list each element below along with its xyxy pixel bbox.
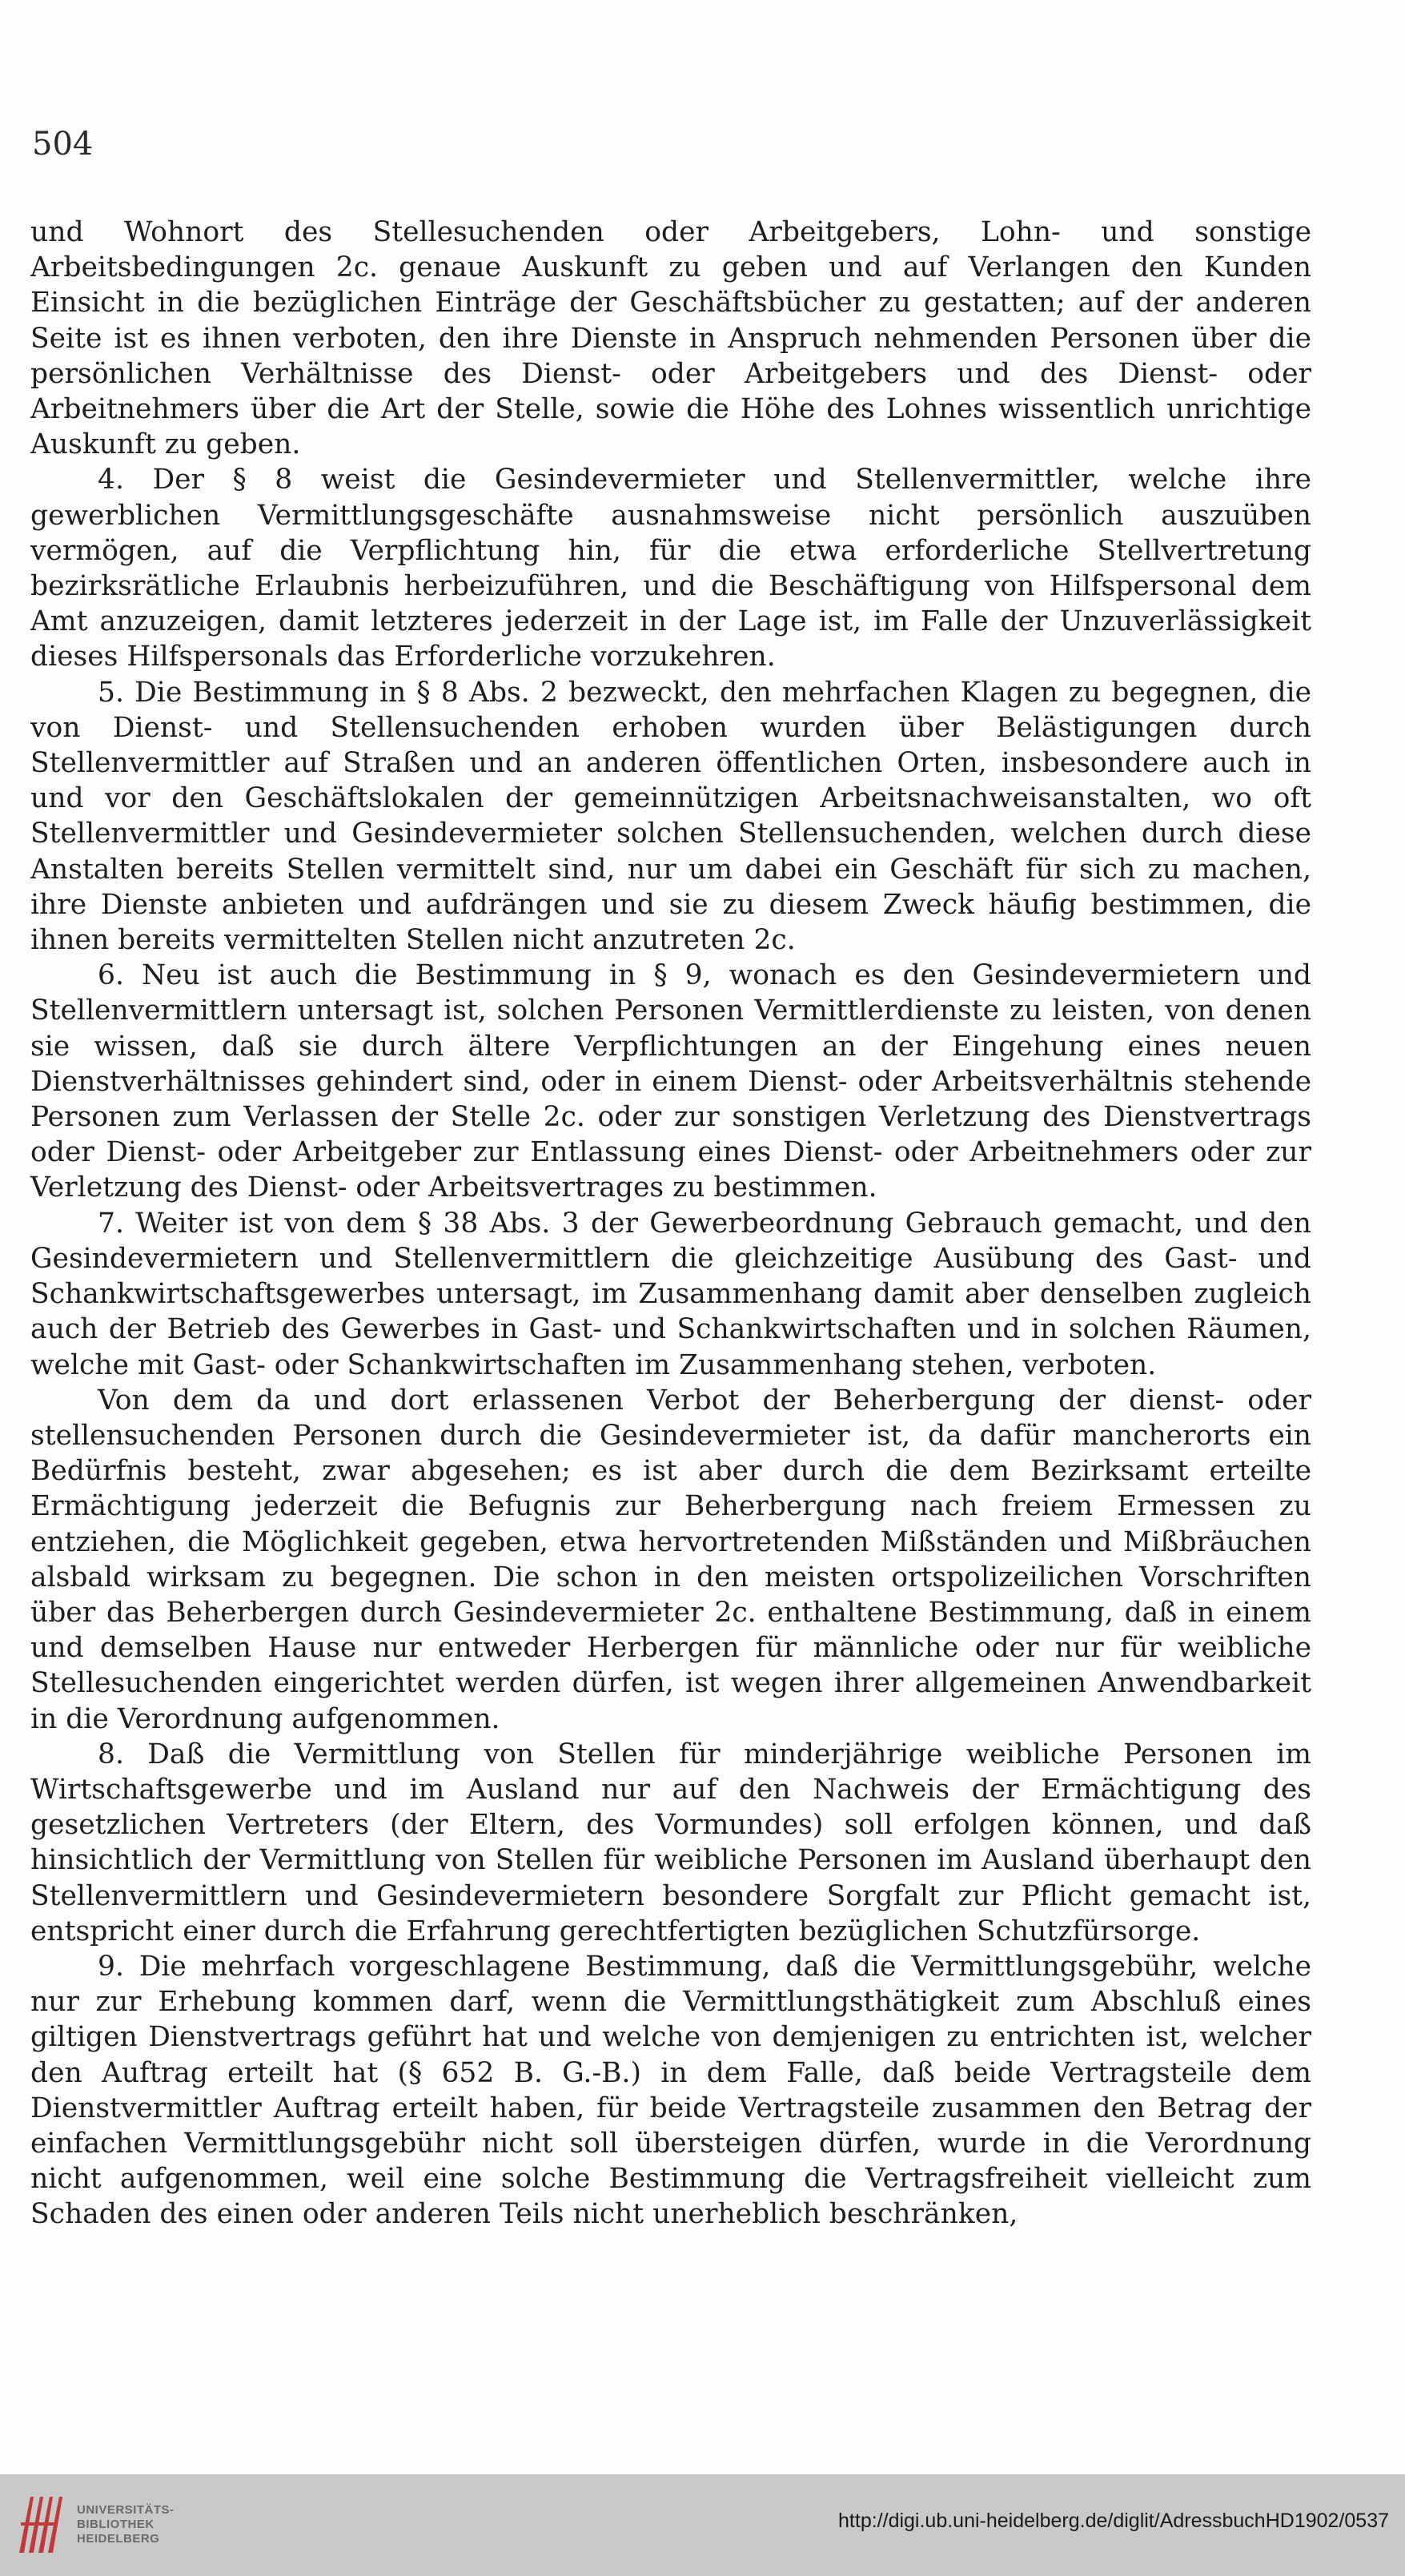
source-url-link[interactable]: http://digi.ub.uni-heidelberg.de/diglit/AdressbuchHD1902/0537 <box>838 2510 1389 2532</box>
library-name-line-1: UNIVERSITÄTS- <box>77 2503 175 2517</box>
paragraph-8: 8. Daß die Vermittlung von Stellen für minderjährige weibliche Personen im Wirtschaftsgewerbe und im Ausland nur auf den Nachweis der Ermächtigung des gesetzlichen Vertreters (der Eltern, des Vormundes) soll erfolgen können, und daß hinsichtlich der Vermittlung von Stellen für weibliche Personen im Ausland überhaupt den Stellenvermittlern und Gesindevermietern besondere Sorgfalt zur Pflicht gemacht ist, entspricht einer durch die Erfahrung gerechtfertigten bezüglichen Schutzfürsorge. <box>30 1738 1311 1947</box>
paragraph-7-continued: Von dem da und dort erlassenen Verbot der Beherbergung der dienst- oder stellensuchenden Personen durch die Gesindevermieter ist, da dafür mancherorts ein Bedürfnis besteht, zwar abgesehen; es ist aber durch die dem Bezirksamt erteilte Ermächtigung jederzeit die Befugnis zur Beherbergung nach freiem Ermessen zu entziehen, die Möglichkeit gegeben, etwa hervortretenden Mißständen und Mißbräuchen alsbald wirksam zu begegnen. Die schon in den meisten ortspolizeilichen Vorschriften über das Beherbergen durch Gesindevermieter 2c. enthaltene Bestimmung, daß in einem und demselben Hause nur entweder Herbergen für männliche oder nur für weibliche Stellesuchenden eingerichtet werden dürfen, ist wegen ihrer allgemeinen Anwendbarkeit in die Verordnung aufgenommen. <box>30 1384 1311 1735</box>
paragraph-6: 6. Neu ist auch die Bestimmung in § 9, wonach es den Gesindevermietern und Stellenvermittlern untersagt ist, solchen Personen Vermittlerdienste zu leisten, von denen sie wissen, daß sie durch ältere Verpflichtungen an der Eingehung eines neuen Dienstverhältnisses gehindert sind, oder in einem Dienst- oder Arbeitsverhältnis stehende Personen zum Verlassen der Stelle 2c. oder zur sonstigen Verletzung des Dienstvertrags oder Dienst- oder Arbeitgeber zur Entlassung eines Dienst- oder Arbeitnehmers oder zur Verletzung des Dienst- oder Arbeitsvertrages zu bestimmen. <box>30 959 1311 1204</box>
university-library-logo-icon <box>14 2490 64 2559</box>
paragraph-9: 9. Die mehrfach vorgeschlagene Bestimmung, daß die Vermittlungsgebühr, welche nur zur Erhebung kommen darf, wenn die Vermittlungsthätigkeit zum Abschluß eines giltigen Dienstvertrags geführt hat und welche von demjenigen zu entrichten ist, welcher den Auftrag erteilt hat (§ 652 B. G.-B.) in dem Falle, daß beide Vertragsteile dem Dienstvermittler Auftrag erteilt haben, für beide Vertragsteile zusammen den Betrag der einfachen Vermittlungsgebühr nicht soll übersteigen dürfen, wurde in die Verordnung nicht aufgenommen, weil eine solche Bestimmung die Vertragsfreiheit vielleicht zum Schaden des einen oder anderen Teils nicht unerheblich beschränken, <box>30 1950 1311 2231</box>
library-name <box>77 2503 175 2546</box>
body-text <box>30 215 1311 2232</box>
paragraph-4: 4. Der § 8 weist die Gesindevermieter und Stellenvermittler, welche ihre gewerblichen Vermittlungsgeschäfte ausnahmsweise nicht persönlich auszuüben vermögen, auf die Verpflichtung hin, für die etwa erforderliche Stellvertretung bezirksrätliche Erlaubnis herbeizuführen, und die Beschäftigung von Hilfspersonal dem Amt anzuzeigen, damit letzteres jederzeit in der Lage ist, im Falle der Unzuverlässigkeit dieses Hilfspersonals das Erforderliche vorzukehren. <box>30 464 1311 673</box>
library-name-line-2: BIBLIOTHEK <box>77 2518 155 2531</box>
paragraph-7: 7. Weiter ist von dem § 38 Abs. 3 der Gewerbeordnung Gebrauch gemacht, und den Gesindevermietern und Stellenvermittlern die gleichzeitige Ausübung des Gast- und Schankwirtschaftsgewerbes untersagt, im Zusammenhang damit aber denselben zugleich auch der Betrieb des Gewerbes in Gast- und Schankwirtschaften und in solchen Räumen, welche mit Gast- oder Schankwirtschaften im Zusammenhang stehen, verboten. <box>30 1207 1311 1381</box>
library-name-line-3: HEIDELBERG <box>77 2532 160 2546</box>
paragraph-continuation: und Wohnort des Stellesuchenden oder Arbeitgebers, Lohn- und sonstige Arbeitsbedingungen 2c. genaue Auskunft zu geben und auf Verlangen den Kunden Einsicht in die bezüglichen Einträge der Geschäftsbücher zu gestatten; auf der anderen Seite ist es ihnen verboten, den ihre Dienste in Anspruch nehmenden Personen über die persönlichen Verhältnisse des Dienst- oder Arbeitgebers und des Dienst- oder Arbeitnehmers über die Art der Stelle, sowie die Höhe des Lohnes wissentlich unrichtige Auskunft zu geben. <box>30 216 1311 461</box>
footer-bar <box>0 2474 1405 2576</box>
page-number: 504 <box>32 126 94 163</box>
paragraph-5: 5. Die Bestimmung in § 8 Abs. 2 bezweckt, den mehrfachen Klagen zu begegnen, die von Dienst- und Stellensuchenden erhoben wurden über Belästigungen durch Stellenvermittler auf Straßen und an anderen öffentlichen Orten, insbesondere auch in und vor den Geschäftslokalen der gemeinnützigen Arbeitsnachweisanstalten, wo oft Stellenvermittler und Gesindevermieter solchen Stellensuchenden, welchen durch diese Anstalten bereits Stellen vermittelt sind, nur um dabei ein Geschäft für sich zu machen, ihre Dienste anbieten und aufdrängen und sie zu diesem Zweck häufig bestimmen, die ihnen bereits vermittelten Stellen nicht anzutreten 2c. <box>30 676 1311 957</box>
